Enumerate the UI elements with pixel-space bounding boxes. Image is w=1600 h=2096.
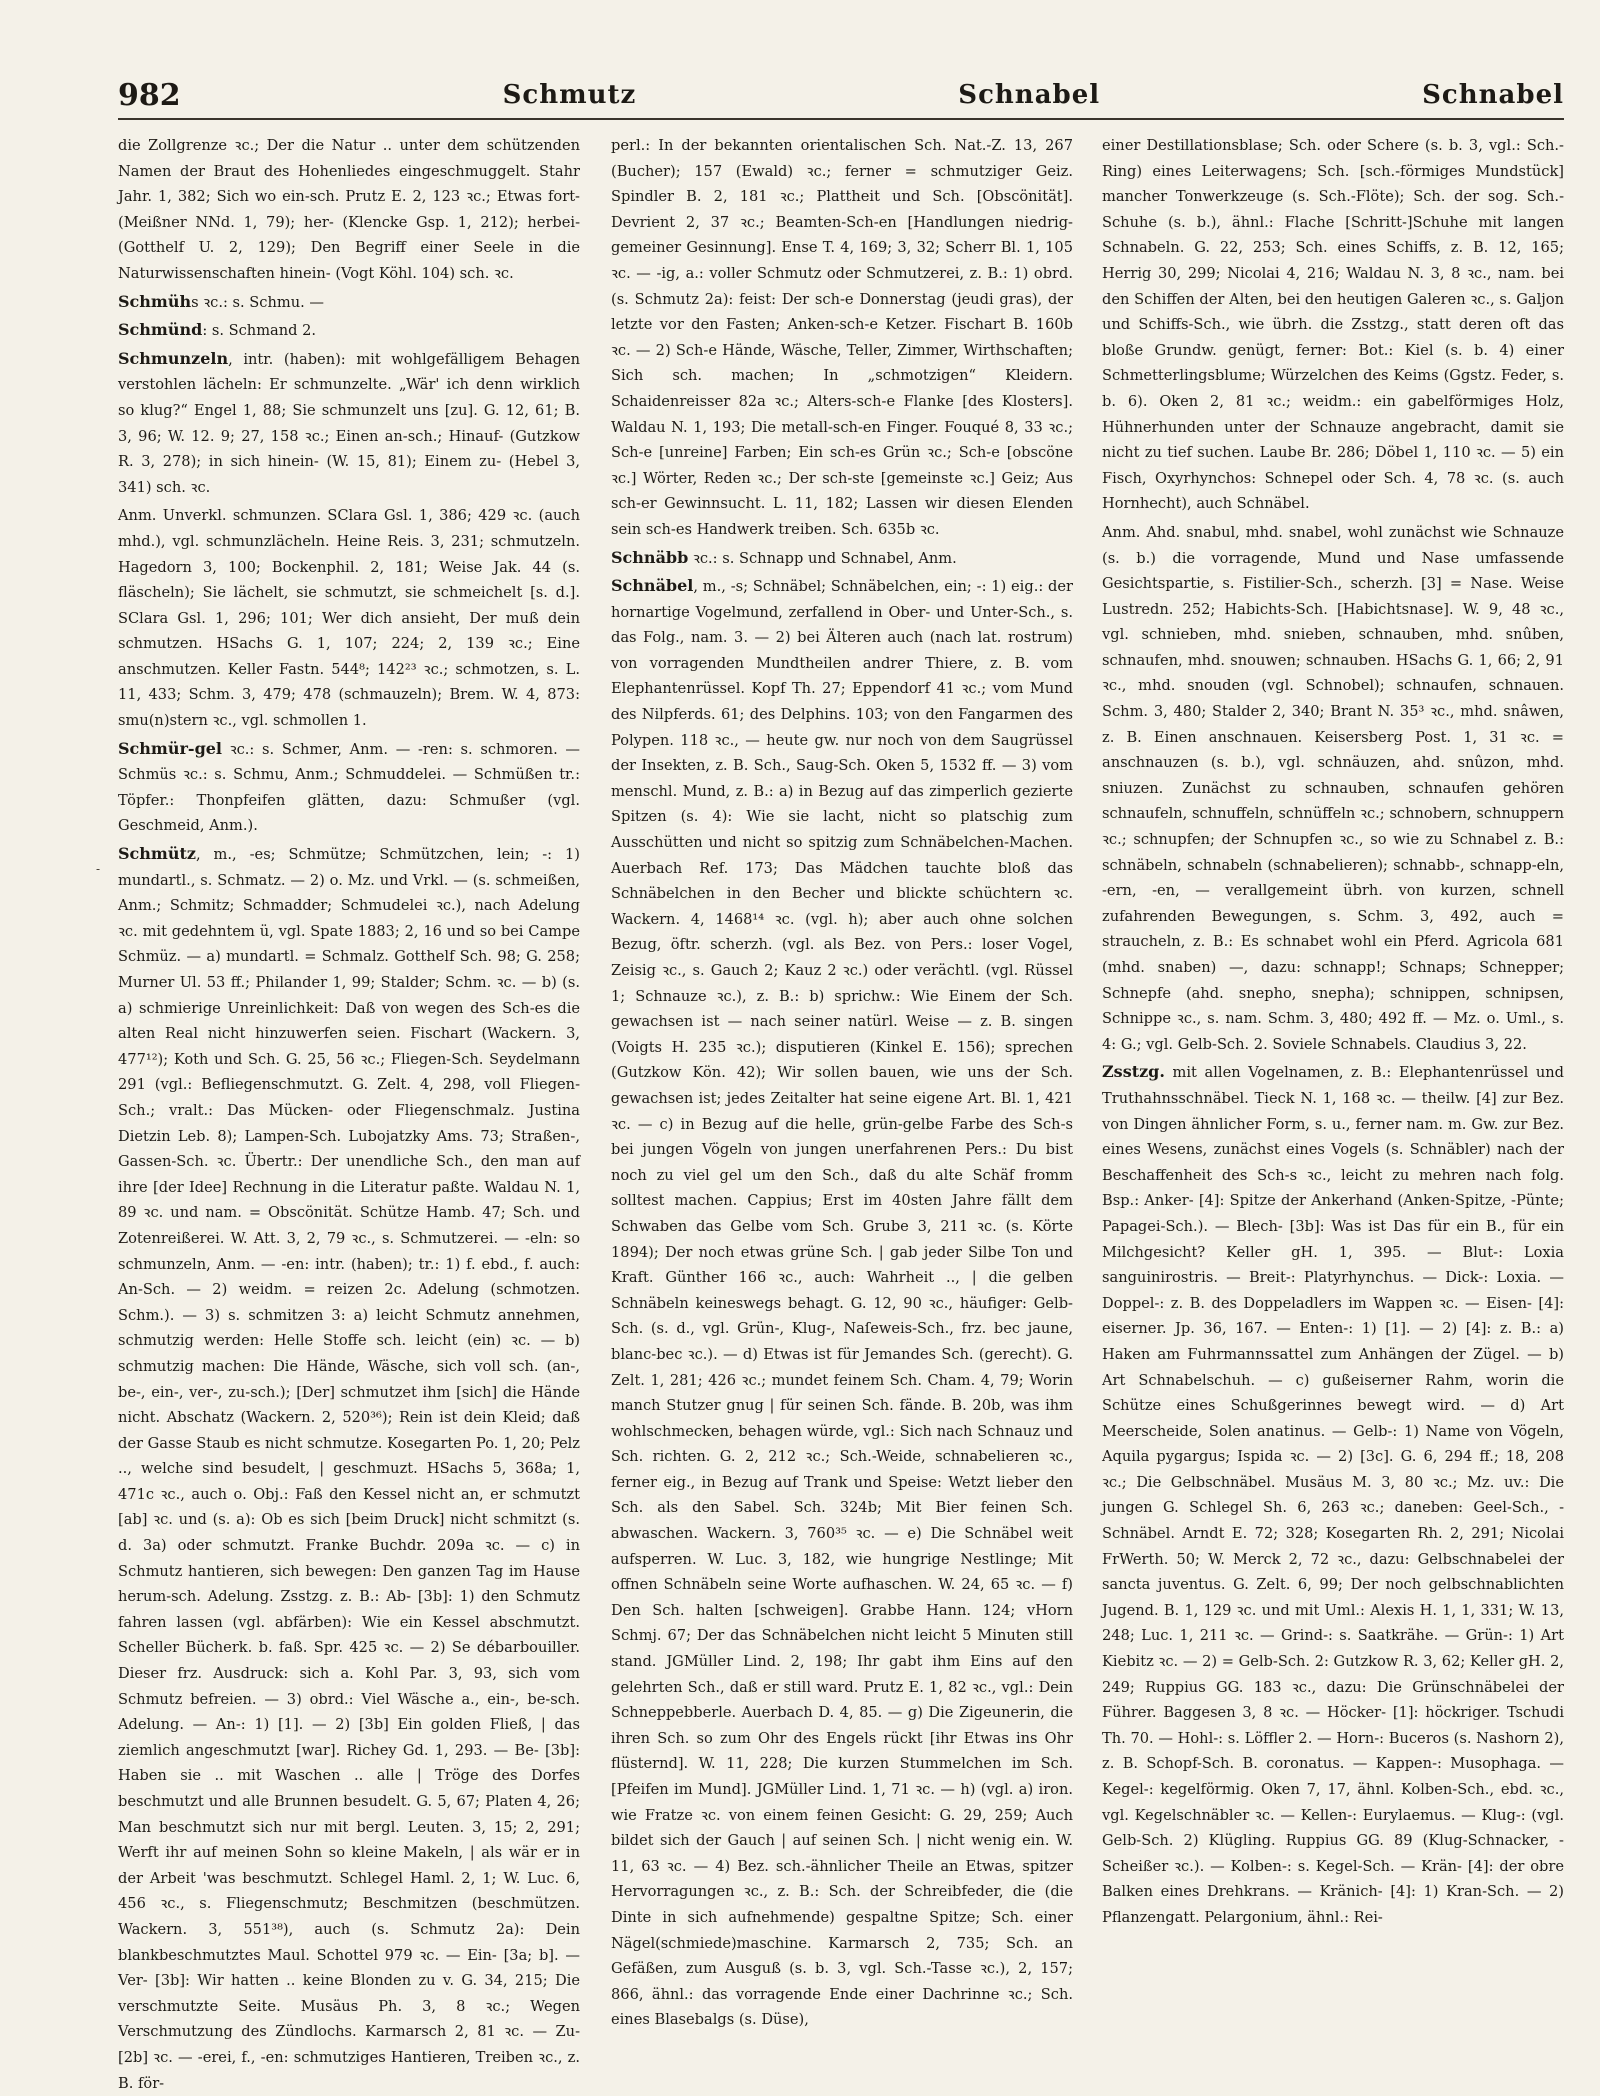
dictionary-entry <box>118 317 580 344</box>
entry-lemma: Schmunzeln <box>118 348 229 368</box>
entry-lemma: Zsstzg. <box>1102 1062 1165 1082</box>
entry-text: ꝛc.: s. Schmer, Anm. — -ren: s. schmoren. — Schmüs ꝛc.: s. Schmu, Anm.; Schmuddelei. — Schmüßen tr.: Töpfer.: Thonpfeifen glätten, dazu: Schmußer (vgl. Geschmeid, Anm.). <box>118 740 580 835</box>
entry-text: die Zollgrenze ꝛc.; Der die Natur .. unter dem schützenden Namen der Braut des Hohenliedes eingeschmuggelt. Stahr Jahr. 1, 382; Sich wo ein-sch. Prutz E. 2, 123 ꝛc.; Etwas fort- (Meißner NNd. 1, 79); her- (Klencke Gsp. 1, 212); herbei- (Gotthelf U. 2, 129); Den Begriff einer Seele in die Naturwissenschaften hinein- (Vogt Köhl. 104) sch. ꝛc. <box>118 137 580 282</box>
entry-lemma: Schmür-gel <box>118 738 223 758</box>
entry-text: perl.: In der bekannten orientalischen Sch. Nat.-Z. 13, 267 (Bucher); 157 (Ewald) ꝛc.; ferner = schmutziger Geiz. Spindler B. 2, 181 ꝛc.; Plattheit und Sch. [Obscönität]. Devrient 2, 37 ꝛc.; Beamten-Sch-en [Handlungen niedrig-gemeiner Gesinnung]. Ense T. 4, 169; 3, 32; Scherr Bl. 1, 105 ꝛc. — -ig, a.: voller Schmutz oder Schmutzerei, z. B.: 1) obrd. (s. Schmutz 2a): feist: Der sch-e Donnerstag (jeudi gras), der letzte vor den Fasten; Anken-sch-e Ketzer. Fischart B. 160b ꝛc. — 2) Sch-e Hände, Wäsche, Teller, Zimmer, Wirthschaften; Sich sch. machen; In „schmotzigen“ Kleidern. Schaidenreisser 82a ꝛc.; Alters-sch-e Flanke [des Klosters]. Waldau N. 1, 193; Die metall-sch-en Finger. Fouqué 8, 33 ꝛc.; Sch-e [unreine] Farben; Ein sch-es Grün ꝛc.; Sch-e [obscöne ꝛc.] Wörter, Reden ꝛc.; Der sch-ste [gemeinste ꝛc.] Geiz; Aus sch-er Gewinnsucht. L. 11, 182; Lassen wir diesen Elenden sein sch-es Handwerk treiben. Sch. 635b ꝛc. <box>611 137 1073 538</box>
text-column-right <box>1102 132 1564 2012</box>
dictionary-entry <box>118 841 580 2096</box>
right-headword: Schnabel <box>1422 80 1564 110</box>
dictionary-entry <box>1102 519 1564 1057</box>
dictionary-entry <box>611 545 1073 572</box>
page-header <box>118 72 1564 118</box>
margin-dash-mark: - <box>96 862 101 876</box>
text-column-left <box>118 132 580 2092</box>
page-number: 982 <box>118 77 181 113</box>
entry-text: Anm. Ahd. snabul, mhd. snabel, wohl zunächst wie Schnauze (s. b.) die vorragende, Mund und Nase umfassende Gesichtspartie, s. Fistilier-Sch., scherzh. [3] = Nase. Weise Lustredn. 252; Habichts-Sch. [Habichtsnase]. W. 9, 48 ꝛc., vgl. schnieben, mhd. snieben, schnauben, mhd. snûben, schnaufen, mhd. snouwen; schnauben. HSachs G. 1, 66; 2, 91 ꝛc., mhd. snouden (vgl. Schnobel); schnaufen, schnauen. Schm. 3, 480; Stalder 2, 340; Brant N. 35³ ꝛc., mhd. snâwen, z. B. Einen anschnauen. Keisersberg Post. 1, 31 ꝛc. = anschnauzen (s. b.), vgl. schnäuzen, ahd. snûzon, mhd. sniuzen. Zunächst zu schnauben, schnaufen gehören schnaufeln, schnuffeln, schnüffeln ꝛc.; schnobern, schnuppern ꝛc.; schnupfen; der Schnupfen ꝛc., so wie zu Schnabel z. B.: schnäbeln, schnabeln (schnabelieren); schnabb-, schnapp-eln, -ern, -en, — verallgemeint übrh. von kurzen, schnell zufahrenden Bewegungen, s. Schm. 3, 492, auch = straucheln, z. B.: Es schnabet wohl ein Pferd. Agricola 681 (mhd. snaben) —, dazu: schnapp!; Schnaps; Schnepper; Schnepfe (ahd. snepho, snepha); schnippen, schnipsen, Schnippe ꝛc., s. nam. Schm. 3, 480; 492 ff. — Mz. o. Uml., s. 4: G.; vgl. Gelb-Sch. 2. Soviele Schnabels. Claudius 3, 22. <box>1102 523 1564 1053</box>
entry-text: einer Destillationsblase; Sch. oder Schere (s. b. 3, vgl.: Sch.-Ring) eines Leiterwagens; Sch. [sch.-förmiges Mundstück] mancher Tonwerkzeuge (s. Sch.-Flöte); Sch. der sog. Sch.-Schuhe (s. b.), ähnl.: Flache [Schritt-]Schuhe mit langen Schnabeln. G. 22, 253; Sch. eines Schiffs, z. B. 12, 165; Herrig 30, 299; Nicolai 4, 216; Waldau N. 3, 8 ꝛc., nam. bei den Schiffen der Alten, bei den heutigen Galeren ꝛc., s. Galjon und Schiffs-Sch., wie übrh. die Zsstzg., statt deren oft das bloße Grundw. genügt, ferner: Bot.: Kiel (s. b. 4) einer Schmetterlingsblume; Würzelchen des Keims (Ggstz. Feder, s. b. 6). Oken 2, 81 ꝛc.; weidm.: ein gabelförmiges Holz, Hühnerhunden unter der Schnauze angebracht, damit sie nicht zu tief suchen. Laube Br. 286; Döbel 1, 110 ꝛc. — 5) ein Fisch, Oxyrhynchos: Schnepel oder Sch. 4, 78 ꝛc. (s. auch Hornhecht), auch Schnäbel. <box>1102 137 1564 513</box>
entry-lemma: Schnäbel <box>611 576 694 596</box>
entry-lemma: Schmütz <box>118 844 196 864</box>
dictionary-entry <box>118 736 580 839</box>
entry-lemma: Schmüh <box>118 291 192 311</box>
dictionary-entry <box>611 132 1073 543</box>
entry-text: : s. Schmand 2. <box>202 322 317 340</box>
text-column-middle <box>611 132 1073 2029</box>
header-rule <box>118 118 1564 120</box>
entry-text: Anm. Unverkl. schmunzen. SClara Gsl. 1, 386; 429 ꝛc. (auch mhd.), vgl. schmunzlächeln. Heine Reis. 3, 231; schmutzeln. Hagedorn 3, 100; Bockenphil. 2, 181; Weise Jak. 44 (s. fläscheln); Sie lächelt, sie schmutzt, sie schmeichelt [s. d.]. SClara Gsl. 1, 296; 101; Wer dich ansieht, Der muß dein schmutzen. HSachs G. 1, 107; 224; 2, 139 ꝛc.; Eine anschmutzen. Keller Fastn. 544⁸; 142²³ ꝛc.; schmotzen, s. L. 11, 433; Schm. 3, 479; 478 (schmauzeln); Brem. W. 4, 873: smu(n)stern ꝛc., vgl. schmollen 1. <box>118 507 580 730</box>
dictionary-entry <box>118 132 580 287</box>
entry-text: , m., -s; Schnäbel; Schnäbelchen, ein; -: 1) eig.: der hornartige Vogelmund, zerfallend in Ober- und Unter-Sch., s. das Folg., nam. 3. — 2) bei Älteren auch (nach lat. rostrum) von vorragenden Mundtheilen andrer Thiere, z. B. vom Elephantenrüssel. Kopf Th. 27; Eppendorf 41 ꝛc.; vom Mund des Nilpferds. 61; des Delphins. 103; von den Fangarmen des Polypen. 118 ꝛc., — heute gw. nur noch von dem Saugrüssel der Insekten, z. B. Sch., Saug-Sch. Oken 5, 1532 ff. — 3) vom menschl. Mund, z. B.: a) in Bezug auf das zimperlich gezierte Spitzen (s. 4): Wie sie lacht, nicht so platschig zum Ausschütten und nicht so spitzig zum Schnäbelchen-Machen. Auerbach Ref. 173; Das Mädchen tauchte bloß das Schnäbelchen in den Becher und blickte schüchtern ꝛc. Wackern. 4, 1468¹⁴ ꝛc. (vgl. h); aber auch ohne solchen Bezug, öftr. scherzh. (vgl. als Bez. von Pers.: loser Vogel, Zeisig ꝛc., s. Gauch 2; Kauz 2 ꝛc.) oder verächtl. (vgl. Rüssel 1; Schnauze ꝛc.), z. B.: b) sprichw.: Wie Einem der Sch. gewachsen ist — nach seiner natürl. Weise — z. B. singen (Voigts H. 235 ꝛc.); disputieren (Kinkel E. 156); sprechen (Gutzkow Kön. 42); Wir sollen bauen, wie uns der Sch. gewachsen ist; jedes Zeitalter hat seine eigene Art. Bl. 1, 421 ꝛc. — c) in Bezug auf die helle, grün-gelbe Farbe des Sch-s bei jungen Vögeln von jungen unerfahrenen Pers.: Du bist noch zu viel gel um den Sch., daß du alte Schäf fromm solltest machen. Cappius; Erst im 40sten Jahre fällt dem Schwaben das Gelbe vom Sch. Grube 3, 211 ꝛc. (s. Körte 1894); Der noch etwas grüne Sch. | gab jeder Silbe Ton und Kraft. Günther 166 ꝛc., auch: Wahrheit .., | die gelben Schnäbeln keineswegs behagt. G. 12, 90 ꝛc., häufiger: Gelb-Sch. (s. d., vgl. Grün-, Klug-, Naſeweis-Sch., frz. bec jaune, blanc-bec ꝛc.). — d) Etwas ist für Jemandes Sch. (gerecht). G. Zelt. 1, 281; 426 ꝛc.; mundet feinem Sch. Cham. 4, 79; Worin manch Stutzer gnug | für seinen Sch. fände. B. 20b, was ihm wohlschmecken, behagen würde, vgl.: Sich nach Schnauz und Sch. richten. G. 2, 212 ꝛc.; Sch.-Weide, schnabelieren ꝛc., ferner eig., in Bezug auf Trank und Speise: Wetzt lieber den Sch. als den Sabel. Sch. 324b; Mit Bier feinen Sch. abwaschen. Wackern. 3, 760³⁵ ꝛc. — e) Die Schnäbel weit aufsperren. W. Luc. 3, 182, wie hungrige Nestlinge; Mit offnen Schnäbeln seine Worte aufhaschen. W. 24, 65 ꝛc. — f) Den Sch. halten [schweigen]. Grabbe Hann. 124; vHorn Schmj. 67; Der das Schnäbelchen nicht leicht 5 Minuten still stand. JGMüller Lind. 2, 198; Ihr gabt ihm Eins auf den gelehrten Sch., daß er still ward. Prutz E. 1, 82 ꝛc., vgl.: Dein Schneppebberle. Auerbach D. 4, 85. — g) Die Zigeunerin, die ihren Sch. so zum Ohr des Engels rückt [ihr Etwas ins Ohr flüsternd]. W. 11, 228; Die kurzen Stummelchen im Sch. [Pfeifen im Mund]. JGMüller Lind. 1, 71 ꝛc. — h) (vgl. a) iron. wie Fratze ꝛc. von einem feinen Gesicht: G. 29, 259; Auch bildet sich der Gauch | auf seinen Sch. | nicht wenig ein. W. 11, 63 ꝛc. — 4) Bez. sch.-ähnlicher Theile an Etwas, spitzer Hervorragungen ꝛc., z. B.: Sch. der Schreibfeder, die (die Dinte in sich aufnehmende) gespaltne Spitze; Sch. einer Nägel(schmiede)maschine. Karmarsch 2, 735; Sch. an Gefäßen, zum Ausguß (s. b. 3, vgl. Sch.-Tasse ꝛc.), 2, 157; 866, ähnl.: das vorragende Ende einer Dachrinne ꝛc.; Sch. eines Blasebalgs (s. Düse), <box>611 578 1073 2029</box>
entry-text: , intr. (haben): mit wohlgefälligem Behagen verstohlen lächeln: Er schmunzelte. „Wär' ich denn wirklich so klug?“ Engel 1, 88; Sie schmunzelt uns [zu]. G. 12, 61; B. 3, 96; W. 12. 9; 27, 158 ꝛc.; Einen an-sch.; Hinauf- (Gutzkow R. 3, 278); in sich hinein- (W. 15, 81); Einem zu- (Hebel 3, 341) sch. ꝛc. <box>118 350 580 496</box>
entry-text: s ꝛc.: s. Schmu. — <box>191 293 324 311</box>
entry-text: ꝛc.: s. Schnapp und Schnabel, Anm. <box>688 549 957 567</box>
dictionary-entry <box>611 573 1073 2033</box>
dictionary-entry <box>118 502 580 733</box>
center-headword: Schnabel <box>958 80 1101 110</box>
entry-lemma: Schnäbb <box>611 547 689 567</box>
dictionary-entry <box>1102 132 1564 517</box>
entry-text: , m., -es; Schmütze; Schmützchen, lein; -: 1) mundartl., s. Schmatz. — 2) o. Mz. und Vrkl. — (s. schmeißen, Anm.; Schmitz; Schmadder; Schmudelei ꝛc.), nach Adelung ꝛc. mit gedehntem ü, vgl. Spate 1883; 2, 16 und so bei Campe Schmüz. — a) mundartl. = Schmalz. Gotthelf Sch. 98; G. 258; Murner Ul. 53 ff.; Philander 1, 99; Stalder; Schm. ꝛc. — b) (s. a) schmierige Unreinlichkeit: Daß von wegen des Sch-es die alten Real nicht hinzuwerfen seien. Fischart (Wackern. 3, 477¹²); Koth und Sch. G. 25, 56 ꝛc.; Fliegen-Sch. Seydelmann 291 (vgl.: Befliegenschmutzt. G. Zelt. 4, 298, voll Fliegen-Sch.; vralt.: Das Mücken- oder Fliegenschmalz. Justina Dietzin Leb. 8); Lampen-Sch. Lubojatzky Ams. 73; Straßen-, Gassen-Sch. ꝛc. Übertr.: Der unendliche Sch., den man auf ihre [der Idee] Rechnung in die Literatur paßte. Waldau N. 1, 89 ꝛc. und nam. = Obscönität. Schütze Hamb. 47; Sch. und Zotenreißerei. W. Att. 3, 2, 79 ꝛc., s. Schmutzerei. — -eln: so schmunzeln, Anm. — -en: intr. (haben); tr.: 1) f. ebd., f. auch: An-Sch. — 2) weidm. = reizen 2c. Adelung (schmotzen. Schm.). — 3) s. schmitzen 3: a) leicht Schmutz annehmen, schmutzig werden: Helle Stoffe sch. leicht (ein) ꝛc. — b) schmutzig machen: Die Hände, Wäsche, sich voll sch. (an-, be-, ein-, ver-, zu-sch.); [Der] schmutzet ihm [sich] die Hände nicht. Abschatz (Wackern. 2, 520³⁶); Rein ist dein Kleid; daß der Gasse Staub es nicht schmutze. Kosegarten Po. 1, 20; Pelz .., welche sind besudelt, | geschmuzt. HSachs 5, 368a; 1, 471c ꝛc., auch o. Obj.: Faß den Kessel nicht an, er schmutzt [ab] ꝛc. und (s. a): Ob es sich [beim Druck] nicht schmitzt (s. d. 3a) oder schmutzt. Franke Buchdr. 209a ꝛc. — c) in Schmutz hantieren, sich bewegen: Den ganzen Tag im Hause herum-sch. Adelung. Zsstzg. z. B.: Ab- [3b]: 1) den Schmutz fahren lassen (vgl. abfärben): Wie ein Kessel abschmutzt. Scheller Bücherk. b. faß. Spr. 425 ꝛc. — 2) Se débarbouiller. Dieser frz. Ausdruck: sich a. Kohl Par. 3, 93, sich vom Schmutz befreien. — 3) obrd.: Viel Wäsche a., ein-, be-sch. Adelung. — An-: 1) [1]. — 2) [3b] Ein golden Fließ, | das ziemlich angeschmutzt [war]. Richey Gd. 1, 293. — Be- [3b]: Haben sie .. mit Waschen .. alle | Tröge des Dorfes beschmutzt und alle Brunnen besudelt. G. 5, 67; Platen 4, 26; Man beschmutzt sich nur mit bergl. Leuten. 3, 15; 2, 291; Werft ihr auf meinen Sohn so kleine Makeln, | als wär er in der Arbeit 'was beschmutzt. Schlegel Haml. 2, 1; W. Luc. 6, 456 ꝛc., s. Fliegenschmutz; Beschmitzen (beschmützen. Wackern. 3, 551³⁸), auch (s. Schmutz 2a): Dein blankbeschmutztes Maul. Schottel 979 ꝛc. — Ein- [3a; b]. — Ver- [3b]: Wir hatten .. keine Blonden zu v. G. 34, 215; Die verschmutzte Seite. Musäus Ph. 3, 8 ꝛc.; Wegen Verschmutzung des Zündlochs. Karmarsch 2, 81 ꝛc. — Zu- [2b] ꝛc. — -erei, f., -en: schmutziges Hantieren, Treiben ꝛc., z. B. för- <box>118 846 580 2092</box>
dictionary-entry <box>1102 1059 1564 1930</box>
dictionary-entry <box>118 289 580 316</box>
left-headword: Schmutz <box>502 80 637 110</box>
entry-text: mit allen Vogelnamen, z. B.: Elephantenrüssel und Truthahnsschnäbel. Tieck N. 1, 168 ꝛc. — theilw. [4] zur Bez. von Dingen ähnlicher Form, s. u., ferner nam. m. Gw. zur Bez. eines Wesens, zunächst eines Vogels (s. Schnäbler) nach der Beschaffenheit des Sch-s ꝛc., leicht zu mehren nach folg. Bsp.: Anker- [4]: Spitze der Ankerhand (Anken-Spitze, -Pünte; Papagei-Sch.). — Blech- [3b]: Was ist Das für ein B., für ein Milchgesicht? Keller gH. 1, 395. — Blut-: Loxia sanguinirostris. — Breit-: Platyrhynchus. — Dick-: Loxia. — Doppel-: z. B. des Doppeladlers im Wappen ꝛc. — Eisen- [4]: eiserner. Jp. 36, 167. — Enten-: 1) [1]. — 2) [4]: z. B.: a) Haken am Fuhrmannssattel zum Anhängen der Zügel. — b) Art Schnabelschuh. — c) gußeiserner Rahm, worin die Schütze eines Schußgerinnes bewegt wird. — d) Art Meerscheide, Solen anatinus. — Gelb-: 1) Name von Vögeln, Aquila pygargus; Ispida ꝛc. — 2) [3c]. G. 6, 294 ff.; 18, 208 ꝛc.; Die Gelbschnäbel. Musäus M. 3, 80 ꝛc.; Mz. uv.: Die jungen G. Schlegel Sh. 6, 263 ꝛc.; daneben: Geel-Sch., -Schnäbel. Arndt E. 72; 328; Kosegarten Rh. 2, 291; Nicolai FrWerth. 50; W. Merck 2, 72 ꝛc., dazu: Gelbschnabelei der sancta juventus. G. Zelt. 6, 99; Der noch gelbschnablichten Jugend. B. 1, 129 ꝛc. und mit Uml.: Alexis H. 1, 1, 331; W. 13, 248; Luc. 1, 211 ꝛc. — Grind-: s. Saatkrähe. — Grün-: 1) Art Kiebitz ꝛc. — 2) = Gelb-Sch. 2: Gutzkow R. 3, 62; Keller gH. 2, 249; Ruppius GG. 183 ꝛc., dazu: Die Grünschnäbelei der Führer. Baggesen 3, 8 ꝛc. — Höcker- [1]: höckriger. Tschudi Th. 70. — Hohl-: s. Löffler 2. — Horn-: Buceros (s. Nashorn 2), z. B. Schopf-Sch. B. coronatus. — Kappen-: Musophaga. — Kegel-: kegelförmig. Oken 7, 17, ähnl. Kolben-Sch., ebd. ꝛc., vgl. Kegelschnäbler ꝛc. — Kellen-: Eurylaemus. — Klug-: (vgl. Gelb-Sch. 2) Klügling. Ruppius GG. 89 (Klug-Schnacker, -Scheißer ꝛc.). — Kolben-: s. Kegel-Sch. — Krän- [4]: der obre Balken eines Drehkrans. — Kränich- [4]: 1) Kran-Sch. — 2) Pflanzengatt. Pelargonium, ähnl.: Rei- <box>1102 1064 1564 1926</box>
entry-lemma: Schmünd <box>118 320 203 340</box>
dictionary-entry <box>118 346 580 501</box>
